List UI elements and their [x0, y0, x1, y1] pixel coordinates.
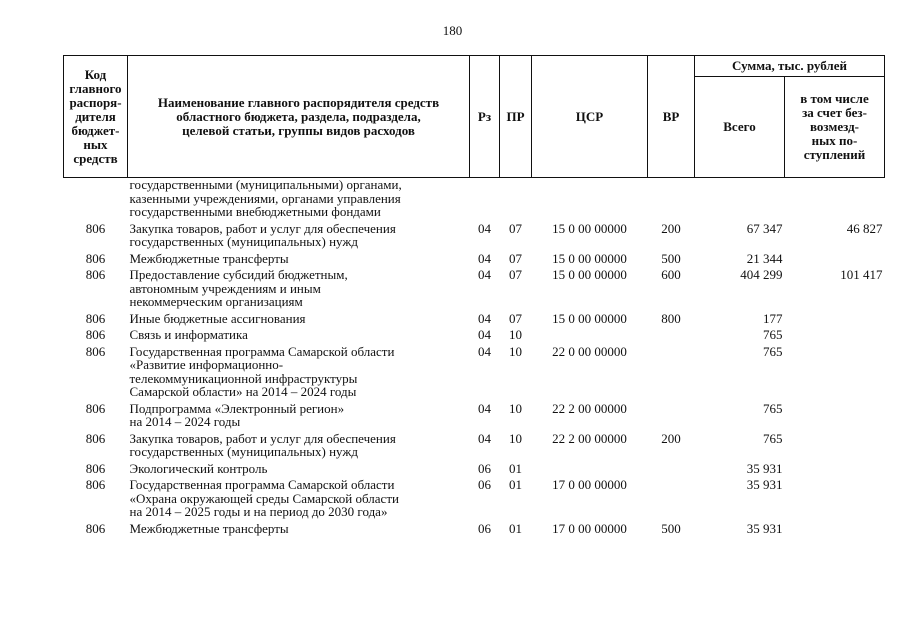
header-pr: ПР: [500, 56, 532, 178]
cell-rz: 04: [478, 267, 491, 282]
text-line: ступлений: [803, 147, 866, 162]
header-code: [64, 56, 128, 178]
text-line: казенными учреждениями, органами управления: [129, 190, 401, 206]
cell-vr: 200: [661, 220, 681, 236]
page-number: 180: [442, 23, 463, 38]
text-line: возмезд-: [810, 119, 859, 134]
header-rz: Рз: [470, 56, 500, 178]
table-row: [64, 432, 885, 462]
text-line: Закупка товаров, работ и услуг для обеспечения: [129, 430, 396, 446]
cell-vr: 200: [661, 430, 681, 446]
cell-name: [128, 268, 470, 312]
cell-total: 35 931: [746, 477, 783, 492]
cell-code: 806: [85, 460, 106, 476]
header-sum: Сумма, тыс. рублей: [695, 56, 885, 77]
table-row: [64, 522, 885, 539]
text-line: автономным учреждениям и иным: [129, 280, 321, 296]
cell-code: 806: [85, 250, 106, 266]
cell-name: [128, 252, 470, 269]
text-line: «Охрана окружающей среды Самарской области: [129, 490, 399, 506]
text-line: Государственная программа Самарской области: [129, 477, 395, 492]
cell-pr: 07: [509, 267, 522, 282]
cell-rz: 04: [478, 400, 491, 416]
cell-vr: [648, 462, 695, 479]
text-line: Предоставление субсидий бюджетным,: [129, 267, 348, 282]
cell-name: [128, 312, 470, 329]
text-line: Межбюджетные трансферты: [129, 520, 289, 536]
cell-total: 67 347: [746, 220, 783, 236]
table-row: [64, 345, 885, 402]
cell-free: [785, 312, 885, 329]
cell-total: 404 299: [740, 267, 783, 282]
cell-pr: 07: [509, 220, 522, 236]
cell-free: [785, 402, 885, 432]
text-line: Экологический контроль: [129, 460, 268, 476]
text-line: государственными (муниципальными) органами,: [129, 177, 402, 192]
cell-pr: 07: [509, 250, 522, 266]
cell-pr: 01: [509, 460, 522, 476]
cell-total: 177: [763, 310, 783, 326]
text-line: ных по-: [811, 133, 858, 148]
cell-free: [785, 328, 885, 345]
cell-vr: 800: [661, 310, 681, 326]
table-row: [64, 178, 885, 222]
cell-total: 35 931: [746, 520, 783, 536]
cell-name: [128, 522, 470, 539]
cell-name: [128, 222, 470, 252]
cell-free: 101 417: [840, 267, 883, 282]
table-row: [64, 252, 885, 269]
cell-free: [785, 252, 885, 269]
table-row: [64, 222, 885, 252]
cell-code: 806: [85, 327, 106, 342]
cell-vr: [648, 328, 695, 345]
cell-rz: 06: [478, 520, 491, 536]
text-line: телекоммуникационной инфраструктуры: [129, 370, 358, 386]
cell-vr: [648, 345, 695, 402]
cell-csr: 17 0 00 00000: [552, 477, 627, 492]
cell-rz: 04: [478, 343, 491, 359]
cell-vr: 500: [661, 520, 681, 536]
cell-rz: 04: [478, 310, 491, 326]
cell-csr: [532, 328, 648, 345]
header-csr: ЦСР: [532, 56, 648, 178]
cell-rz: 06: [478, 460, 491, 476]
text-line: Иные бюджетные ассигнования: [129, 310, 306, 326]
cell-pr: 10: [509, 400, 522, 416]
text-line: распоря-: [69, 94, 122, 110]
cell-rz: 04: [478, 220, 491, 236]
cell-rz: [470, 178, 500, 222]
cell-code: 806: [85, 343, 106, 359]
cell-rz: 06: [478, 477, 491, 492]
cell-pr: [500, 178, 532, 222]
cell-total: 765: [763, 343, 783, 359]
text-line: дителя: [75, 108, 116, 124]
text-line: государственных (муниципальных) нужд: [129, 234, 358, 249]
cell-csr: 15 0 00 00000: [552, 220, 627, 236]
text-line: главного: [69, 80, 122, 96]
text-line: на 2014 – 2024 годы: [129, 414, 241, 429]
table-row: [64, 312, 885, 329]
text-line: целевой статьи, группы видов расходов: [182, 122, 415, 138]
cell-code: 806: [85, 400, 106, 416]
cell-free: [785, 522, 885, 539]
text-line: средств: [73, 150, 118, 166]
cell-pr: 10: [509, 430, 522, 446]
text-line: Самарской области» на 2014 – 2024 годы: [129, 384, 357, 399]
cell-vr: 500: [661, 250, 681, 266]
cell-csr: 15 0 00 00000: [552, 250, 627, 266]
text-line: Код: [84, 66, 107, 82]
cell-free: [785, 178, 885, 222]
cell-vr: [648, 178, 695, 222]
text-line: за счет без-: [802, 105, 867, 120]
cell-csr: 15 0 00 00000: [552, 310, 627, 326]
table-header: [64, 56, 885, 178]
header-vr: ВР: [648, 56, 695, 178]
text-line: областного бюджета, раздела, подраздела,: [176, 108, 421, 124]
text-line: в том числе: [800, 91, 869, 106]
cell-code: 806: [85, 477, 106, 492]
text-line: Межбюджетные трансферты: [129, 250, 289, 266]
text-line: государственными внебюджетными фондами: [129, 204, 381, 219]
header-total: Всего: [695, 77, 785, 178]
cell-code: 806: [85, 220, 106, 236]
cell-csr: 22 2 00 00000: [552, 400, 627, 416]
cell-vr: [648, 402, 695, 432]
cell-pr: 07: [509, 310, 522, 326]
text-line: ных: [83, 136, 108, 152]
text-line: на 2014 – 2025 годы и на период до 2030 года»: [129, 504, 388, 519]
cell-csr: 15 0 00 00000: [552, 267, 627, 282]
cell-csr: 22 2 00 00000: [552, 430, 627, 446]
table-row: [64, 402, 885, 432]
cell-rz: 04: [478, 327, 491, 342]
text-line: Закупка товаров, работ и услуг для обеспечения: [129, 220, 396, 236]
table-body: [64, 178, 885, 539]
cell-total: 21 344: [746, 250, 783, 266]
cell-csr: [532, 462, 648, 479]
table-row: [64, 328, 885, 345]
cell-name: [128, 462, 470, 479]
cell-code: 806: [85, 430, 106, 446]
budget-table: [63, 55, 885, 538]
text-line: Связь и информатика: [129, 327, 248, 342]
cell-total: 35 931: [746, 460, 783, 476]
cell-total: [695, 178, 785, 222]
cell-rz: 04: [478, 430, 491, 446]
cell-total: 765: [763, 327, 783, 342]
text-line: государственных (муниципальных) нужд: [129, 444, 358, 459]
cell-total: 765: [763, 400, 783, 416]
cell-name: [128, 402, 470, 432]
text-line: Подпрограмма «Электронный регион»: [129, 400, 345, 416]
cell-code: 806: [85, 310, 106, 326]
cell-pr: 01: [509, 477, 522, 492]
cell-free: [785, 432, 885, 462]
table-row: [64, 478, 885, 522]
table-row: [64, 462, 885, 479]
cell-name: [128, 328, 470, 345]
cell-pr: 10: [509, 327, 522, 342]
cell-name: [128, 432, 470, 462]
cell-code: 806: [85, 267, 106, 282]
cell-csr: 17 0 00 00000: [552, 520, 627, 536]
cell-pr: 10: [509, 343, 522, 359]
cell-total: 765: [763, 430, 783, 446]
text-line: Наименование главного распорядителя средств: [157, 94, 440, 110]
cell-name: [128, 345, 470, 402]
text-line: бюджет-: [71, 122, 120, 138]
cell-code: [64, 178, 128, 222]
text-line: «Развитие информационно-: [129, 357, 284, 372]
cell-code: 806: [85, 520, 106, 536]
cell-free: [785, 345, 885, 402]
cell-name: [128, 178, 470, 222]
table-row: [64, 268, 885, 312]
cell-free: [785, 462, 885, 479]
text-line: Государственная программа Самарской области: [129, 343, 395, 359]
cell-vr: 600: [661, 267, 681, 282]
cell-pr: 01: [509, 520, 522, 536]
header-free: [785, 77, 885, 178]
text-line: некоммерческим организациям: [129, 294, 303, 309]
cell-free: [785, 478, 885, 522]
header-name: [128, 56, 470, 178]
cell-rz: 04: [478, 250, 491, 266]
cell-csr: [532, 178, 648, 222]
cell-name: [128, 478, 470, 522]
cell-free: 46 827: [846, 220, 883, 236]
cell-csr: 22 0 00 00000: [552, 343, 627, 359]
cell-vr: [648, 478, 695, 522]
